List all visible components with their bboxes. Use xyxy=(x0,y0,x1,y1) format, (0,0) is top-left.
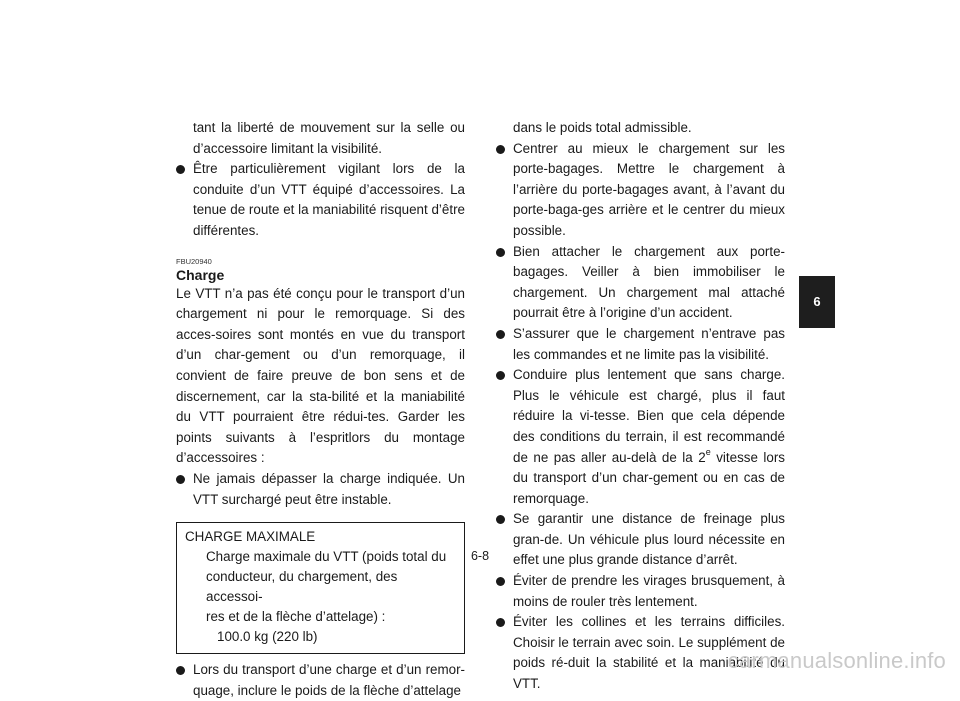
bullet-icon xyxy=(496,330,505,339)
ordinal-superscript: e xyxy=(705,447,711,458)
bullet-icon xyxy=(496,618,505,627)
bullet-text: Centrer au mieux le chargement sur les porte-bagages. Mettre le chargement à l’arrière du porte-bagages avant, à l’avant du porte-baga-ges arrière et le centrer du mieux possible. xyxy=(513,140,785,238)
bullet-slow-down xyxy=(496,365,785,509)
box-value: 100.0 kg (220 lb) xyxy=(217,629,318,645)
bullet-text: Être particulièrement vigilant lors de la conduite d’un VTT équipé d’accessoires. La tenue de route et la maniabilité risquent d’être différentes. xyxy=(193,161,465,238)
bullet-icon xyxy=(496,515,505,524)
bullet-visibility xyxy=(176,159,465,241)
box-line: conducteur, du chargement, des accessoi- xyxy=(206,569,398,605)
charge-paragraph: Le VTT n’a pas été conçu pour le transport d’un chargement ni pour le remorquage. Si des acces-soires sont montés en vue du transport d’un char-gement ou d’un remorquage, il convient de faire preuve de bon sens et de discernement, car la sta-bilité et la maniabilité du VTT pourraient être rédui-tes. Garder les points suivants à l’espritlors du montage d’accessoires : xyxy=(176,285,465,466)
section-title: Charge xyxy=(176,266,225,283)
bullet-turns xyxy=(496,571,785,612)
bullet-icon xyxy=(496,145,505,154)
bullet-icon xyxy=(176,165,185,174)
page-number: 6-8 xyxy=(470,549,490,563)
bullet-trailer xyxy=(176,660,465,701)
bullet-text: Lors du transport d’une charge et d’un remor-quage, inclure le poids de la flèche d’attelage xyxy=(193,662,465,698)
bullet-text-b: vitesse lors du transport d’un char-gement ou en cas de remorquage. xyxy=(513,449,785,506)
chapter-tab: 6 xyxy=(799,276,835,328)
bullet-icon xyxy=(176,475,185,484)
watermark: carmanualsonline.info xyxy=(727,648,946,674)
left-column xyxy=(176,118,465,701)
right-column xyxy=(496,118,785,695)
bullet-icon xyxy=(176,666,185,675)
bullet-text-a: Conduire plus lentement que sans charge. Plus le véhicule est chargé, plus il faut réduire la vi-tesse. Bien que cela dépende des conditions du terrain, il est recommandé de ne pas aller au-delà de la 2 xyxy=(513,367,785,465)
box-line: res et de la flèche d’attelage) : xyxy=(206,609,386,625)
bullet-text: Bien attacher le chargement aux porte-bagages. Veiller à bien immobiliser le chargement. Un chargement mal attaché pourrait être à l’origine d’un accident. xyxy=(513,243,785,321)
bullet-text: S’assurer que le chargement n’entrave pas les commandes et ne limite pas la visibilité. xyxy=(513,325,785,362)
bullet-text: Ne jamais dépasser la charge indiquée. Un VTT surchargé peut être instable. xyxy=(193,470,465,507)
box-title: CHARGE MAXIMALE xyxy=(185,529,316,545)
bullet-controls-vision xyxy=(496,324,785,365)
bullet-icon xyxy=(496,577,505,586)
intro-continuation: tant la liberté de mouvement sur la selle ou d’accessoire limitant la visibilité. xyxy=(193,120,465,156)
bullet-text: Éviter de prendre les virages brusquement, à moins de rouler très lentement. xyxy=(513,573,785,609)
trailer-continuation: dans le poids total admissible. xyxy=(513,120,692,135)
max-load-box xyxy=(176,522,465,654)
bullet-icon xyxy=(496,248,505,257)
box-line: Charge maximale du VTT (poids total du xyxy=(206,549,447,565)
section-code: FBU20940 xyxy=(176,256,212,266)
bullet-text: Éviter les collines et les terrains difficiles. Choisir le terrain avec soin. Le supplément de poids ré-duit la stabilité et la maniabilité du VTT. xyxy=(513,614,785,692)
bullet-max-load xyxy=(176,469,465,510)
bullet-center-load xyxy=(496,139,785,242)
bullet-text: Se garantir une distance de freinage plus gran-de. Un véhicule plus lourd nécessite en effet une plus grande distance d’arrêt. xyxy=(513,511,785,568)
bullet-icon xyxy=(496,371,505,380)
bullet-attach-load xyxy=(496,242,785,324)
